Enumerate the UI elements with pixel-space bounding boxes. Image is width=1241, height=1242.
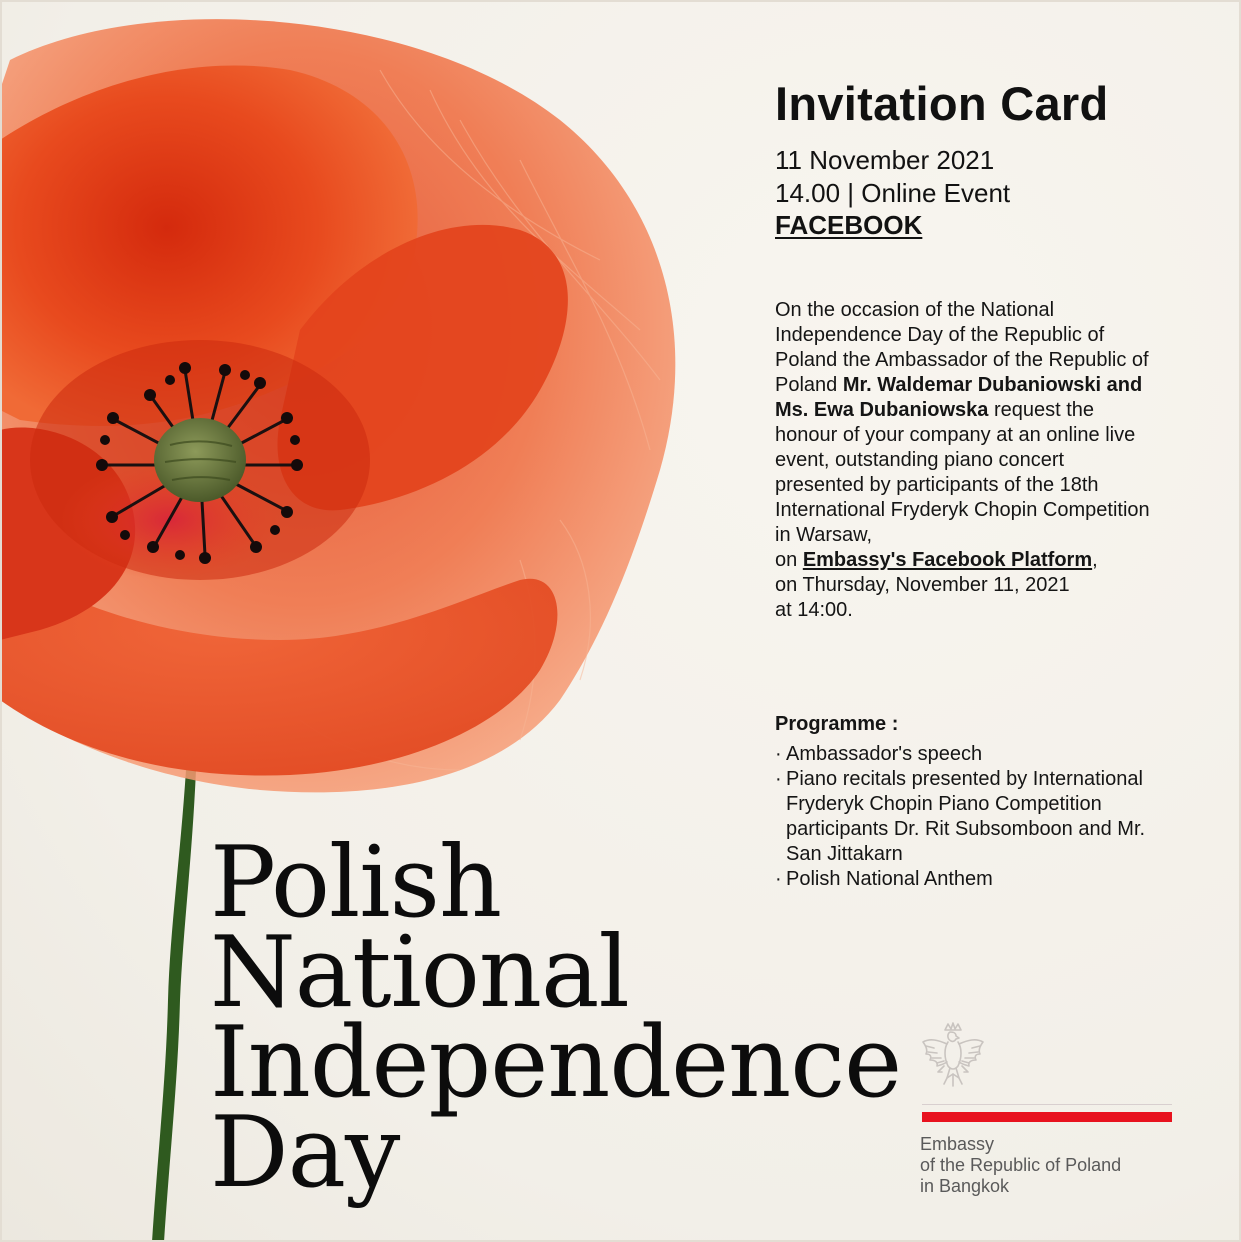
embassy-logo bbox=[920, 1020, 1180, 1210]
headline-line: Independence bbox=[210, 1006, 902, 1120]
event-date: 11 November 2021 bbox=[775, 144, 995, 175]
embassy-line: of the Republic of Poland bbox=[920, 1155, 1122, 1175]
flag-divider-line bbox=[922, 1104, 1172, 1105]
flag-red-bar bbox=[922, 1112, 1172, 1122]
invitation-body bbox=[775, 298, 1150, 623]
headline-line: Polish bbox=[210, 826, 502, 940]
invitation-paragraph bbox=[775, 298, 1150, 548]
headline bbox=[210, 826, 902, 1210]
platform-suffix: , bbox=[1092, 549, 1098, 571]
polish-eagle-emblem-icon bbox=[920, 1020, 986, 1090]
list-item: · Ambassador's speech bbox=[775, 742, 1155, 767]
embassy-name bbox=[920, 1134, 1121, 1197]
embassy-facebook-link[interactable]: Embassy's Facebook Platform bbox=[802, 549, 1093, 571]
event-details bbox=[775, 78, 1155, 241]
date-line: on Thursday, November 11, 2021 bbox=[775, 574, 1070, 596]
programme-heading: Programme : bbox=[775, 713, 899, 735]
hosts-names: Mr. Waldemar Dubaniowski and Ms. Ewa Dubaniowska bbox=[775, 374, 1143, 421]
headline-line: National bbox=[210, 916, 629, 1030]
platform-prefix: on bbox=[775, 549, 803, 571]
embassy-line: Embassy bbox=[920, 1134, 995, 1154]
time-line: at 14:00. bbox=[775, 599, 853, 621]
platform-line bbox=[775, 548, 1150, 573]
list-item: · Polish National Anthem bbox=[775, 867, 1155, 892]
facebook-link[interactable]: FACEBOOK bbox=[775, 209, 923, 240]
intro-text: On the occasion of the National Independence Day of the Republic of Poland the Ambassador of the Republic of Poland bbox=[775, 299, 1149, 396]
list-item: · Piano recitals presented by International Fryderyk Chopin Piano Competition participants Dr. Rit Subsomboon and Mr. San Jittakarn bbox=[775, 767, 1155, 867]
event-time: 14.00 | Online Event bbox=[775, 177, 1011, 208]
embassy-line: in Bangkok bbox=[920, 1176, 1010, 1196]
description-text: request the honour of your company at an online live event, outstanding piano concert presented by participants of the 18th International Fryderyk Chopin Competition in Warsaw, bbox=[775, 399, 1150, 546]
headline-line: Day bbox=[210, 1096, 400, 1210]
card-title: Invitation Card bbox=[775, 77, 1109, 130]
